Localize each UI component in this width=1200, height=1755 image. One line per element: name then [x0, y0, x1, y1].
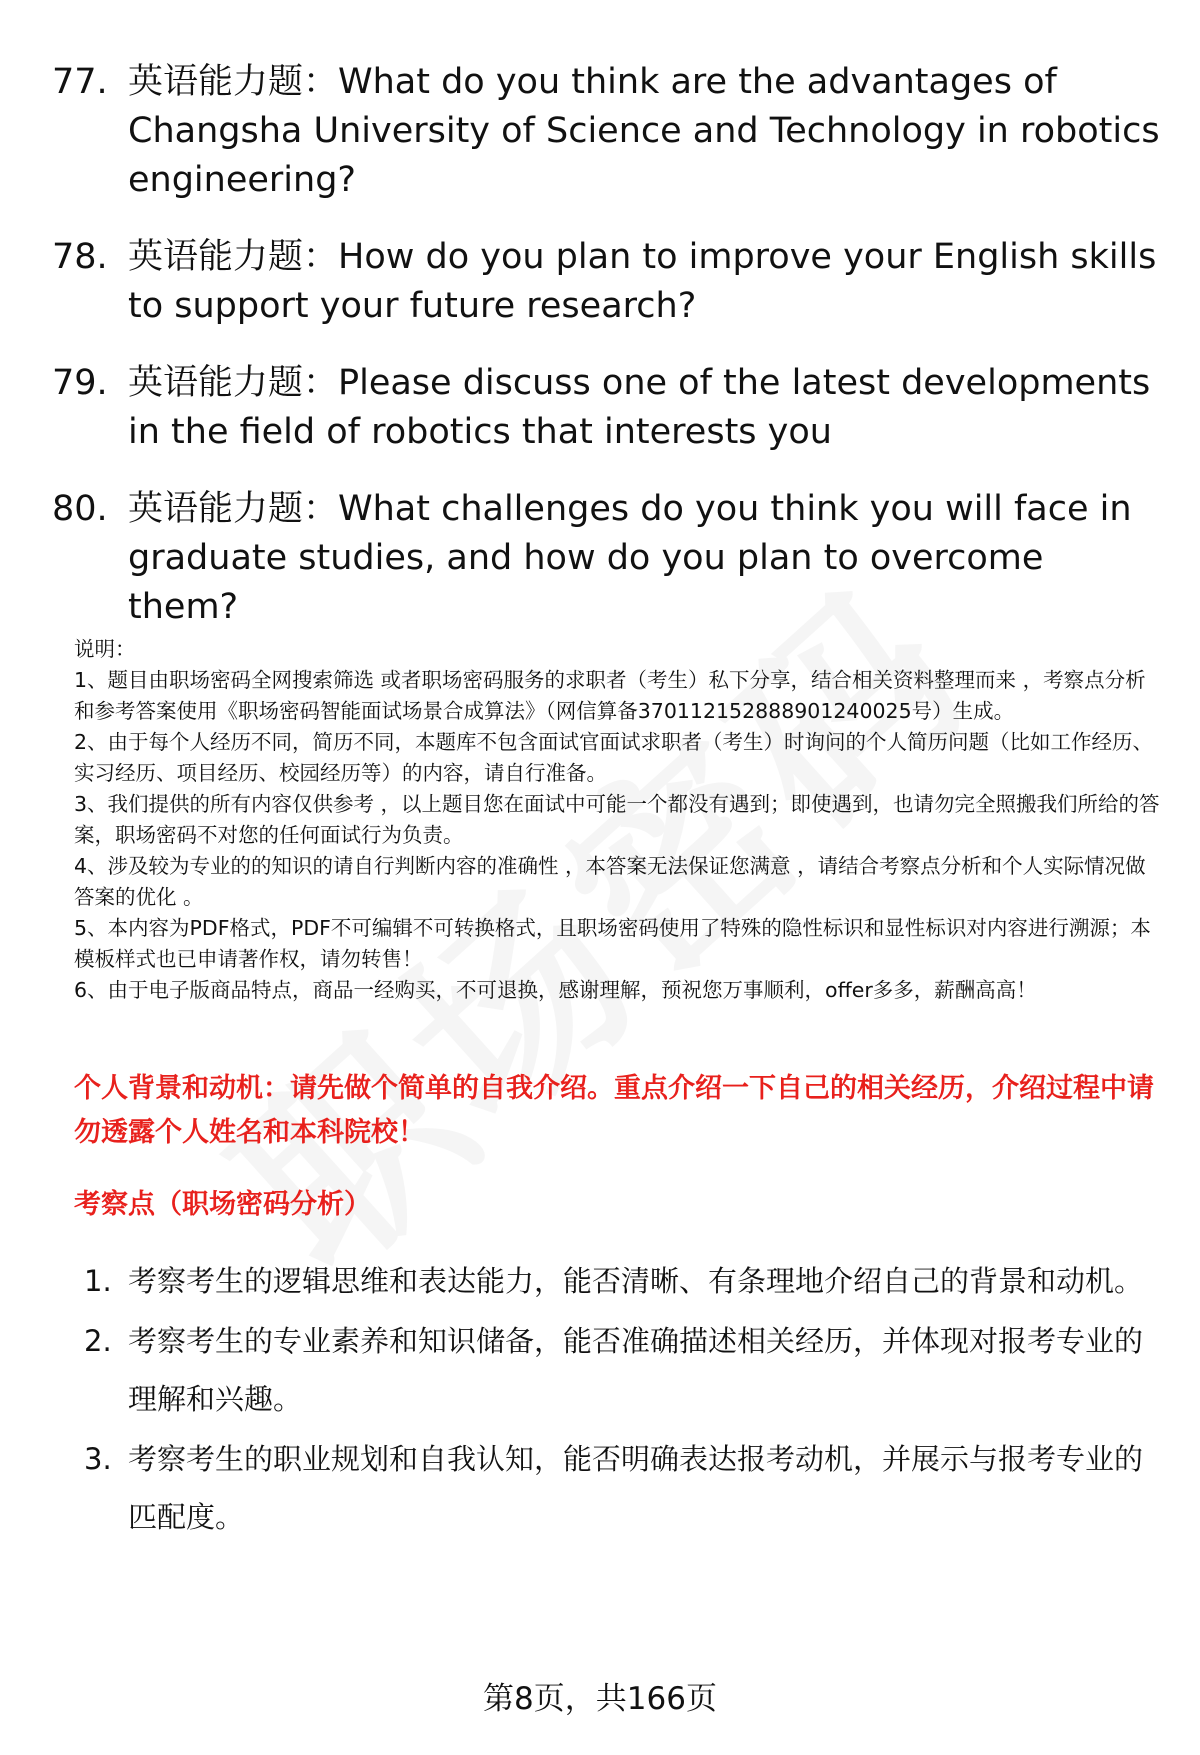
note-item: 1、题目由职场密码全网搜索筛选 或者职场密码服务的求职者（考生）私下分享，结合相关资料整理而来 ，考察点分析和参考答案使用《职场密码智能面试场景合成算法》（网信算备370112152888901240025号）生成。 [74, 668, 1146, 723]
question-number: 77. [52, 62, 108, 102]
question-headline: 个人背景和动机：请先做个简单的自我介绍。重点介绍一下自己的相关经历，介绍过程中请勿透露个人姓名和本科院校！ [74, 1073, 1154, 1148]
question-number: 78. [52, 237, 108, 277]
note-item: 2、由于每个人经历不同，简历不同，本题库不包含面试官面试求职者（考生）时询问的个人简历问题（比如工作经历、实习经历、项目经历、校园经历等）的内容，请自行准备。 [74, 730, 1154, 785]
analysis-heading: 考察点（职场密码分析） [74, 1189, 371, 1220]
notes-section [74, 634, 1164, 1006]
question-item [52, 58, 1162, 205]
note-item: 5、本内容为PDF格式，PDF不可编辑不可转换格式，且职场密码使用了特殊的隐性标识和显性标识对内容进行溯源；本模板样式也已申请著作权，请勿转售！ [74, 916, 1151, 971]
note-item: 4、涉及较为专业的的知识的请自行判断内容的准确性 ，本答案无法保证您满意 ，请结合考察点分析和个人实际情况做答案的优化 。 [74, 854, 1146, 909]
question-text: 英语能力题：How do you plan to improve your English skills to support your future research? [128, 237, 1157, 326]
question-item [52, 359, 1162, 457]
question-number: 80. [52, 489, 108, 529]
note-item: 3、我们提供的所有内容仅供参考 ，以上题目您在面试中可能一个都没有遇到；即使遇到，也请勿完全照搬我们所给的答案，职场密码不对您的任何面试行为负责。 [74, 792, 1160, 847]
list-number: 2. [84, 1324, 112, 1358]
list-text: 考察考生的逻辑思维和表达能力，能否清晰、有条理地介绍自己的背景和动机。 [128, 1264, 1144, 1298]
list-text: 考察考生的专业素养和知识储备，能否准确描述相关经历，并体现对报考专业的理解和兴趣。 [128, 1324, 1144, 1416]
list-number: 3. [84, 1442, 112, 1476]
note-item: 6、由于电子版商品特点，商品一经购买，不可退换，感谢理解，预祝您万事顺利，offer多多，薪酬高高！ [74, 978, 1037, 1002]
notes-heading: 说明： [74, 637, 136, 661]
list-item [84, 1312, 1144, 1428]
analysis-points [84, 1252, 1144, 1548]
question-number: 79. [52, 363, 108, 403]
question-item [52, 485, 1162, 632]
list-item [84, 1430, 1144, 1546]
list-number: 1. [84, 1264, 112, 1298]
question-text: 英语能力题：What challenges do you think you will face in graduate studies, and how do you plan to overcome them? [128, 489, 1132, 627]
question-item [52, 233, 1162, 331]
list-item [84, 1252, 1144, 1310]
page-footer: 第8页，共166页 [483, 1681, 717, 1717]
question-list [52, 58, 1162, 660]
question-block [74, 1067, 1164, 1225]
list-text: 考察考生的职业规划和自我认知，能否明确表达报考动机，并展示与报考专业的匹配度。 [128, 1442, 1144, 1534]
question-text: 英语能力题：Please discuss one of the latest developments in the field of robotics that interests you [128, 363, 1151, 452]
question-text: 英语能力题：What do you think are the advantages of Changsha University of Science and Technology in robotics engineering? [128, 62, 1160, 200]
